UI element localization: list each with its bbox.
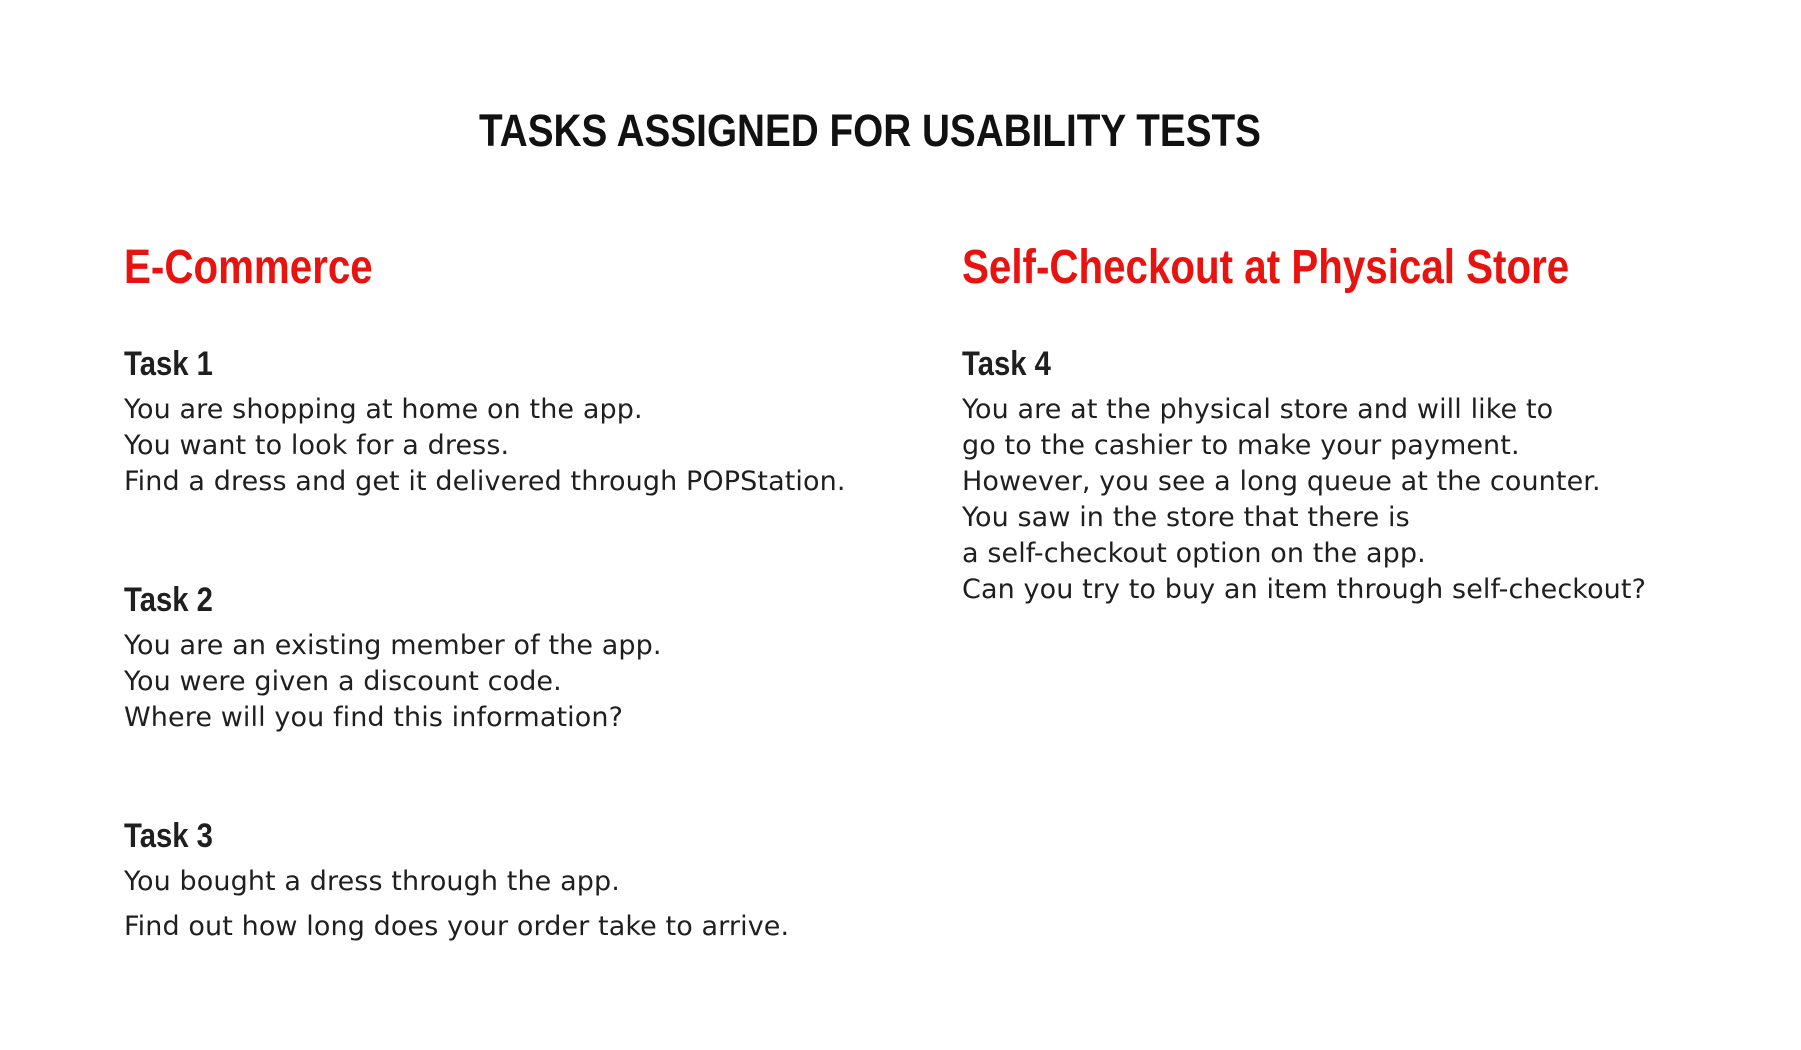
task-line: You bought a dress through the app. bbox=[124, 866, 620, 897]
section-heading: E-Commerce bbox=[124, 241, 373, 294]
task-line: Find a dress and get it delivered through POPStation. bbox=[124, 466, 846, 497]
task-line: You are at the physical store and will like to bbox=[962, 394, 1554, 425]
page-title: TASKS ASSIGNED FOR USABILITY TESTS bbox=[479, 105, 1261, 156]
task-4-block bbox=[962, 342, 1762, 608]
task-description bbox=[962, 392, 1762, 608]
task-line: go to the cashier to make your payment. bbox=[962, 430, 1520, 461]
task-1-block bbox=[124, 342, 924, 500]
task-line: Find out how long does your order take to arrive. bbox=[124, 911, 790, 942]
task-description bbox=[124, 392, 924, 500]
task-title: Task 4 bbox=[962, 345, 1051, 383]
task-line: Can you try to buy an item through self-checkout? bbox=[962, 574, 1647, 605]
task-line: You were given a discount code. bbox=[124, 666, 562, 697]
task-title: Task 2 bbox=[124, 581, 213, 619]
task-description bbox=[124, 628, 924, 736]
task-line: You want to look for a dress. bbox=[124, 430, 510, 461]
task-line: You are an existing member of the app. bbox=[124, 630, 662, 661]
task-3-block bbox=[124, 814, 924, 945]
task-description bbox=[124, 864, 924, 945]
task-line: You saw in the store that there is bbox=[962, 502, 1410, 533]
task-line: However, you see a long queue at the counter. bbox=[962, 466, 1601, 497]
task-title: Task 3 bbox=[124, 817, 213, 855]
section-heading: Self-Checkout at Physical Store bbox=[962, 241, 1570, 294]
task-line: You are shopping at home on the app. bbox=[124, 394, 643, 425]
section-e-commerce bbox=[124, 240, 924, 942]
task-line: Where will you find this information? bbox=[124, 702, 624, 733]
section-self-checkout bbox=[962, 240, 1762, 605]
task-line: a self-checkout option on the app. bbox=[962, 538, 1426, 569]
task-title: Task 1 bbox=[124, 345, 213, 383]
task-2-block bbox=[124, 578, 924, 736]
